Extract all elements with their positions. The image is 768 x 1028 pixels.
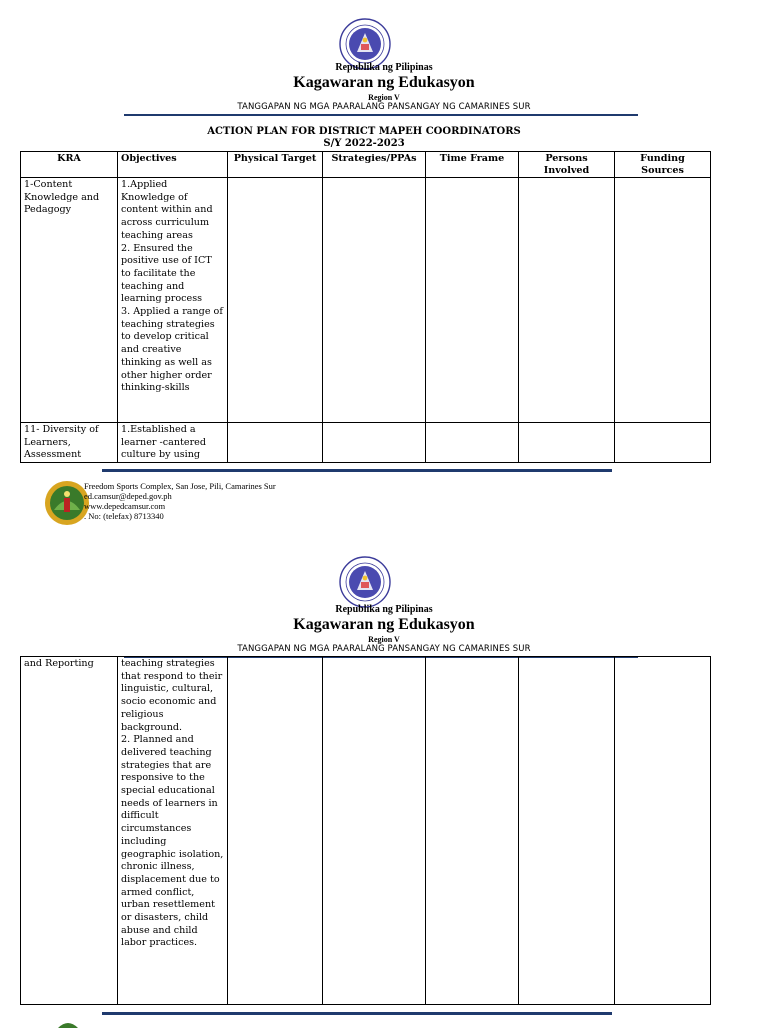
strategies-cell (323, 178, 426, 423)
funding-sources-cell (615, 423, 711, 463)
header-divider (124, 114, 638, 116)
funding-sources-cell (615, 178, 711, 423)
time-frame-cell (426, 657, 519, 1005)
table-row (21, 657, 711, 1005)
funding-sources-cell (615, 657, 711, 1005)
republika-heading: Republika ng Pilipinas (335, 62, 433, 73)
footer-divider (102, 469, 612, 472)
time-frame-header: Time Frame (426, 152, 519, 178)
objective-item: 3. Applied a range of teaching strategies to develop critical and creative thinking as well as other higher order thinking-skills (121, 306, 223, 394)
time-frame-cell (426, 423, 519, 463)
table-row (21, 423, 711, 463)
footer-email: ed.camsur@deped.gov.ph (84, 491, 172, 501)
plan-title: ACTION PLAN FOR DISTRICT MAPEH COORDINATORS (207, 126, 521, 137)
office-heading: TANGGAPAN NG MGA PAARALANG PANSANGAY NG CAMARINES SUR (237, 644, 531, 654)
strategies-cell (323, 657, 426, 1005)
footer-phone: . No: (telefax) 8713340 (84, 511, 164, 521)
region-heading: Region V (368, 93, 400, 102)
table-row (21, 178, 711, 423)
footer-divider (102, 1012, 612, 1015)
kra-cell: 1-Content Knowledge and Pedagogy (21, 178, 118, 423)
persons-involved-cell (519, 178, 615, 423)
department-heading: Kagawaran ng Edukasyon (293, 74, 475, 91)
deped-seal-icon (339, 556, 391, 608)
objectives-cell (118, 657, 228, 1005)
strategies-header: Strategies/PPAs (323, 152, 426, 178)
physical-target-cell (228, 657, 323, 1005)
objective-item: 2. Planned and delivered teaching strategies that are responsive to the special educational needs of learners in difficult circumstances including geographic isolation, chronic illness, displacement due to armed conflict, urban resettlement or disasters, child abuse and child labor practices. (121, 734, 224, 949)
objective-item: 2. Ensured the positive use of ICT to facilitate the teaching and learning process (121, 242, 212, 305)
kra-header: KRA (21, 152, 118, 178)
physical-target-cell (228, 423, 323, 463)
objectives-cell (118, 178, 228, 423)
strategies-cell (323, 423, 426, 463)
persons-involved-cell (519, 657, 615, 1005)
persons-involved-header: Persons Involved (519, 152, 615, 178)
time-frame-cell (426, 178, 519, 423)
persons-involved-cell (519, 423, 615, 463)
physical-target-header: Physical Target (228, 152, 323, 178)
objective-item: teaching strategies that respond to their linguistic, cultural, socio economic and religious background. (121, 658, 223, 733)
action-plan-table (20, 151, 711, 463)
funding-sources-header: Funding Sources (615, 152, 711, 178)
table-header-row (21, 152, 711, 178)
region-heading: Region V (368, 635, 400, 644)
objectives-header: Objectives (118, 152, 228, 178)
school-year: S/Y 2022-2023 (323, 138, 405, 149)
office-heading: TANGGAPAN NG MGA PAARALANG PANSANGAY NG CAMARINES SUR (237, 102, 531, 112)
footer-contact (84, 481, 276, 521)
action-plan-table-continued (20, 656, 711, 1005)
department-heading: Kagawaran ng Edukasyon (293, 616, 475, 633)
objective-item: 1.Applied Knowledge of content within and across curriculum teaching areas (121, 179, 213, 241)
document-page-2 (0, 548, 768, 1024)
division-logo-icon (56, 1018, 80, 1028)
kra-cell: and Reporting (21, 657, 118, 1005)
kra-cell: 11- Diversity of Learners, Assessment (21, 423, 118, 463)
objectives-cell: 1.Established a learner -cantered culture by using (118, 423, 228, 463)
footer-address: Freedom Sports Complex, San Jose, Pili, Camarines Sur (84, 481, 276, 491)
physical-target-cell (228, 178, 323, 423)
republika-heading: Republika ng Pilipinas (335, 604, 433, 615)
footer-website: www.depedcamsur.com (84, 501, 166, 511)
